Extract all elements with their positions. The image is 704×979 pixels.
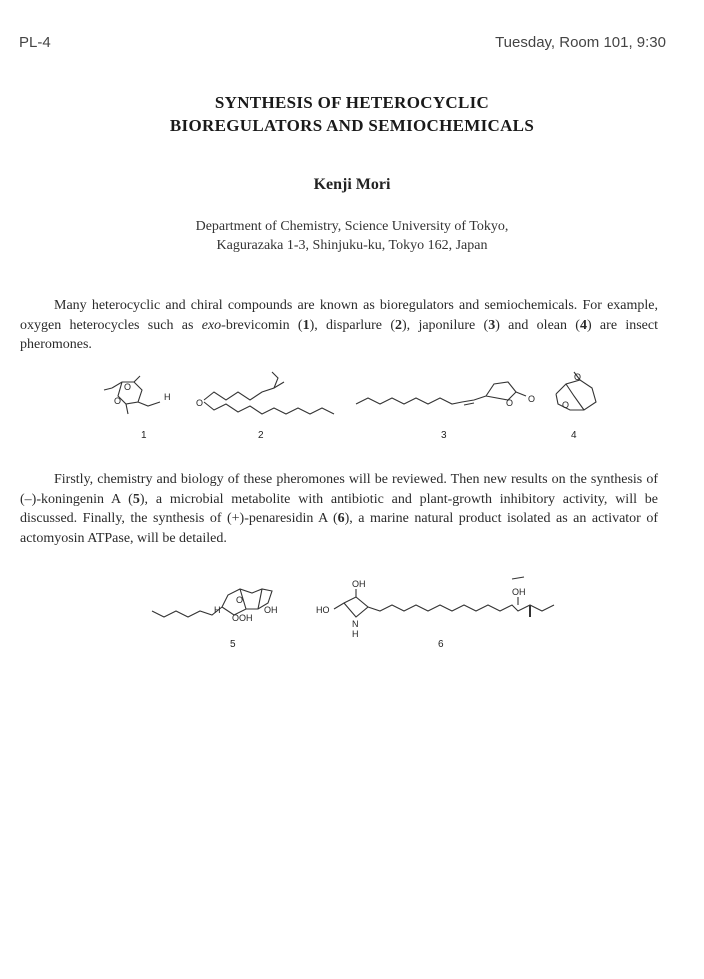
atom-o: O xyxy=(528,394,536,404)
atom-o: O xyxy=(562,400,570,410)
atom-o: O xyxy=(236,595,244,605)
atom-o: O xyxy=(506,398,514,408)
atom-h: H xyxy=(352,629,359,639)
structure-3 xyxy=(356,382,535,408)
atom-oh: OH xyxy=(264,605,278,615)
compound-label: 3 xyxy=(441,430,447,441)
title-line-2: BIOREGULATORS AND SEMIOCHEMICALS xyxy=(169,116,535,135)
affiliation-line-1: Department of Chemistry, Science University of Tokyo, xyxy=(195,219,509,234)
atom-o: O xyxy=(196,398,204,408)
paragraph-main: Firstly, chemistry and biology of these pheromones will be reviewed. Then new results on the synthesis of (–)-koningenin A (5), a microbial metabolite with antibiotic and plant-growth inhibitory activity, will be discussed. Finally, the synthesis of (+)-penaresidin A (6), a marine natural product isolated as an activator of actomyosin ATPase, will be detailed. xyxy=(20,472,658,546)
compound-label: 4 xyxy=(571,430,577,441)
structure-2 xyxy=(196,372,334,414)
paragraph-intro: Many heterocyclic and chiral compounds are known as bioregulators and semiochemicals. For example, oxygen heterocycles such as exo-brevicomin (1), disparlure (2), japonilure (3) and olean (4) are insect pheromones. xyxy=(20,298,658,352)
atom-o: O xyxy=(574,372,582,382)
atom-h: H xyxy=(164,392,171,402)
structure-6 xyxy=(316,577,554,639)
session-info: Tuesday, Room 101, 9:30 xyxy=(495,34,666,51)
structures-row-1 xyxy=(0,370,704,450)
author-name: Kenji Mori xyxy=(313,176,391,193)
atom-h: H xyxy=(214,605,221,615)
atom-n: N xyxy=(352,619,359,629)
session-code: PL-4 xyxy=(19,34,51,51)
atom-oh: OH xyxy=(352,579,366,589)
structure-5 xyxy=(152,589,278,623)
structure-1 xyxy=(104,376,171,414)
compound-label: 2 xyxy=(258,430,264,441)
title-line-1: SYNTHESIS OF HETEROCYCLIC xyxy=(214,93,490,112)
atom-oh: OH xyxy=(512,587,526,597)
atom-o: O xyxy=(124,382,132,392)
compound-label: 6 xyxy=(438,639,444,650)
affiliation-line-2: Kagurazaka 1-3, Shinjuku-ku, Tokyo 162, Japan xyxy=(216,238,488,253)
atom-ho: HO xyxy=(316,605,330,615)
atom-o: O xyxy=(114,396,122,406)
structures-row-2 xyxy=(0,575,704,655)
structure-4 xyxy=(556,372,596,410)
compound-label: 1 xyxy=(141,430,147,441)
compound-label: 5 xyxy=(230,639,236,650)
atom-ooh: OOH xyxy=(232,613,253,623)
